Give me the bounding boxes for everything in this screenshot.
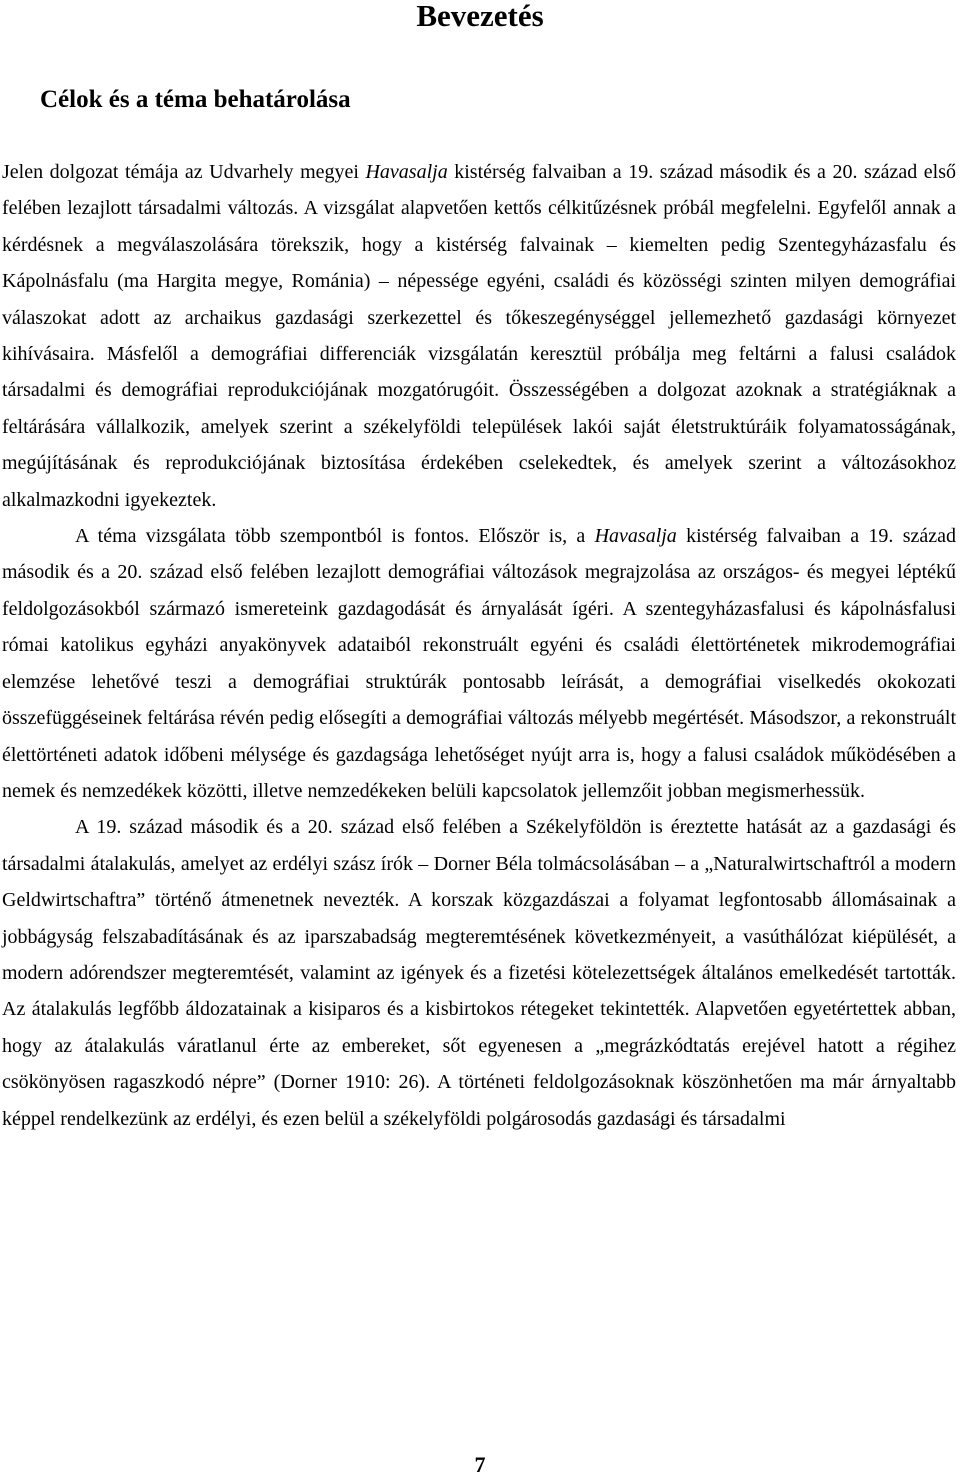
paragraph-1 bbox=[2, 154, 956, 518]
italic-run: Havasalja bbox=[365, 161, 448, 183]
italic-run: Havasalja bbox=[594, 525, 677, 548]
text-run: kistérség falvaiban a 19. század második és a 20. század első felében lezajlott demográfiai változások megrajzolása az országos- és megyei léptékű feldolgozásokból származó ismereteink gazdagodását és árnyalását ígéri. A szentegyházasfalusi és kápolnásfalusi római katolikus egyházi anyakönyvek adataiból rekonstruált egyéni és családi élettörténetek mikrodemográfiai elemzése lehetővé teszi a demográfiai struktúrák pontosabb leírását, a demográfiai viselkedés okokozati összefüggéseinek feltárása révén pedig elősegíti a demográfiai változás mélyebb megértését. Másodszor, a rekonstruált élettörténeti adatok időbeni mélysége és gazdagsága lehetőséget nyújt arra is, hogy a falusi családok működésében a nemek és nemzedékek közötti, illetve nemzedékeken belüli kapcsolatok jellemzőit jobban megismerhessük. bbox=[2, 525, 956, 802]
text-run: A 19. század második és a 20. század első felében a Székelyföldön is éreztette hatását az a gazdasági és társadalmi átalakulás, amelyet az erdélyi szász írók – Dorner Béla tolmácsolásában – a „Naturalwirtschaftról a modern Geldwirtschaftra” történő átmenetnek nevezték. A korszak közgazdászai a folyamat legfontosabb állomásainak a jobbágyság felszabadításának és az iparszabadság megteremtésének következményeit, a vasúthálózat kiépülését, a modern adórendszer megteremtését, valamint az igények és a fizetési kötelezettségek általános emelkedését tartották. Az átalakulás legfőbb áldozatainak a kisiparos és a kisbirtokos rétegeket tekintették. Alapvetően egyetértettek abban, hogy az átalakulás váratlanul érte az embereket, sőt egyenesen a „megrázkódtatás erejével hatott a régihez csökönyösen ragaszkodó népre” (Dorner 1910: 26). A történeti feldolgozásoknak köszönhetően ma már árnyaltabb képpel rendelkezünk az erdélyi, és ezen belül a székelyföldi polgárosodás gazdasági és társadalmi bbox=[2, 816, 956, 1130]
text-run: kistérség falvaiban a 19. század második és a 20. század első felében lezajlott társadalmi változás. A vizsgálat alapvetően kettős célkitűzésnek próbál megfelelni. Egyfelől annak a kérdésnek a megválaszolására törekszik, hogy a kistérség falvainak – kiemelten pedig Szentegyházasfalu és Kápolnásfalu (ma Hargita megye, Románia) – népessége egyéni, családi és közösségi szinten milyen demográfiai válaszokat adott az archaikus gazdasági szerkezettel és tőkeszegénységgel jellemezhető gazdasági környezet kihívásaira. Másfelől a demográfiai differenciák vizsgálatán keresztül próbálja meg feltárni a falusi családok társadalmi és demográfiai reprodukciójának mozgatórugóit. Összességében a dolgozat azoknak a stratégiáknak a feltárására vállalkozik, amelyek szerint a székelyföldi települések lakói saját életstruktúráik folyamatosságának, megújításának és reprodukciójának biztosítása érdekében cselekedtek, és amelyek szerint a változásokhoz alkalmazkodni igyekeztek. bbox=[2, 161, 957, 511]
text-run: A téma vizsgálata több szempontból is fontos. Először is, a bbox=[75, 525, 595, 548]
page-number: 7 bbox=[474, 1452, 486, 1477]
body-text bbox=[2, 154, 956, 1137]
page-title: Bevezetés bbox=[416, 0, 544, 33]
paragraph-2 bbox=[2, 518, 956, 809]
section-heading: Célok és a téma behatárolása bbox=[40, 86, 351, 113]
text-run: Jelen dolgozat témája az Udvarhely megyei bbox=[2, 161, 366, 183]
paragraph-3 bbox=[2, 809, 956, 1137]
